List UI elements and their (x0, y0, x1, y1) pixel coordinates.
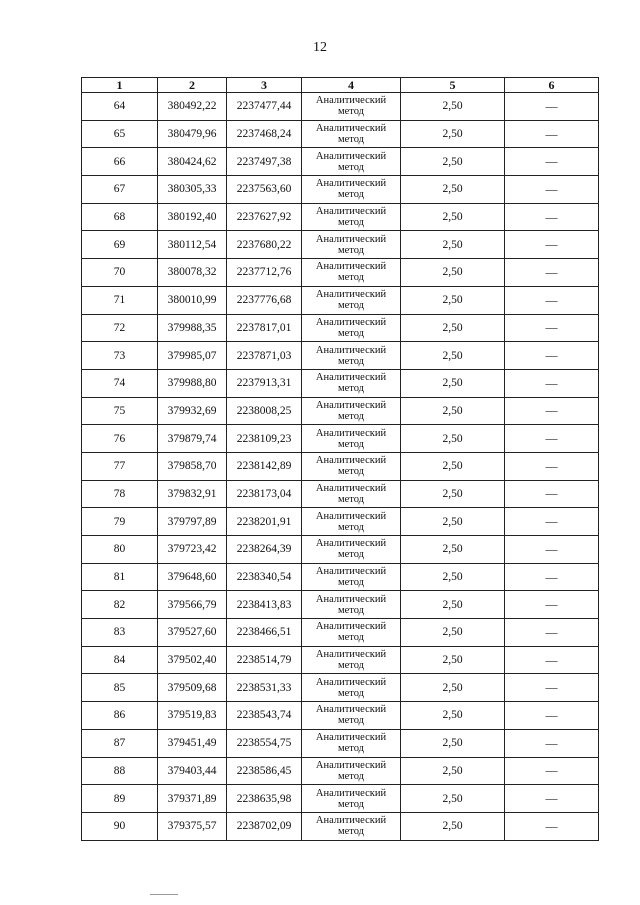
coordinates-table (81, 77, 599, 841)
accuracy-cell: 2,50 (401, 508, 505, 536)
table-row (82, 674, 599, 702)
note-cell: — (505, 508, 599, 536)
y-coordinate-cell: 2237817,01 (227, 314, 302, 342)
x-coordinate-cell: 380479,96 (158, 120, 227, 148)
point-number-cell: 81 (82, 563, 158, 591)
method-cell (302, 757, 401, 785)
y-coordinate-cell: 2238340,54 (227, 563, 302, 591)
point-number-cell: 84 (82, 646, 158, 674)
accuracy-cell: 2,50 (401, 619, 505, 647)
column-header-4: 4 (302, 78, 401, 93)
point-number-cell: 74 (82, 369, 158, 397)
method-cell (302, 425, 401, 453)
x-coordinate-cell: 379832,91 (158, 480, 227, 508)
page-number: 12 (313, 40, 327, 55)
method-line-2: метод (337, 826, 365, 838)
y-coordinate-cell: 2238264,39 (227, 536, 302, 564)
method-line-2: метод (337, 189, 365, 201)
note-cell: — (505, 729, 599, 757)
note-cell: — (505, 120, 599, 148)
table-row (82, 314, 599, 342)
point-number-cell: 68 (82, 203, 158, 231)
x-coordinate-cell: 379371,89 (158, 785, 227, 813)
y-coordinate-cell: 2238702,09 (227, 812, 302, 840)
accuracy-cell: 2,50 (401, 536, 505, 564)
method-line-1: Аналитический (315, 815, 387, 827)
note-cell: — (505, 369, 599, 397)
method-cell (302, 176, 401, 204)
x-coordinate-cell: 380424,62 (158, 148, 227, 176)
point-number-cell: 69 (82, 231, 158, 259)
y-coordinate-cell: 2237477,44 (227, 93, 302, 121)
note-cell: — (505, 536, 599, 564)
y-coordinate-cell: 2238142,89 (227, 452, 302, 480)
method-line-2: метод (337, 632, 365, 644)
method-line-2: метод (337, 604, 365, 616)
y-coordinate-cell: 2237680,22 (227, 231, 302, 259)
method-line-1: Аналитический (315, 649, 387, 661)
method-line-1: Аналитический (315, 593, 387, 605)
point-number-cell: 66 (82, 148, 158, 176)
x-coordinate-cell: 379403,44 (158, 757, 227, 785)
table-row (82, 508, 599, 536)
accuracy-cell: 2,50 (401, 425, 505, 453)
method-line-1: Аналитический (315, 510, 387, 522)
y-coordinate-cell: 2238543,74 (227, 702, 302, 730)
accuracy-cell: 2,50 (401, 342, 505, 370)
point-number-cell: 86 (82, 702, 158, 730)
y-coordinate-cell: 2237712,76 (227, 259, 302, 287)
x-coordinate-cell: 380010,99 (158, 286, 227, 314)
y-coordinate-cell: 2237627,92 (227, 203, 302, 231)
point-number-cell: 77 (82, 452, 158, 480)
table-row (82, 591, 599, 619)
method-line-2: метод (337, 272, 365, 284)
accuracy-cell: 2,50 (401, 286, 505, 314)
point-number-cell: 88 (82, 757, 158, 785)
method-line-2: метод (337, 410, 365, 422)
method-cell (302, 203, 401, 231)
method-cell (302, 619, 401, 647)
accuracy-cell: 2,50 (401, 729, 505, 757)
y-coordinate-cell: 2238586,45 (227, 757, 302, 785)
x-coordinate-cell: 379375,57 (158, 812, 227, 840)
note-cell: — (505, 93, 599, 121)
y-coordinate-cell: 2238413,83 (227, 591, 302, 619)
method-line-2: метод (337, 217, 365, 229)
note-cell: — (505, 425, 599, 453)
x-coordinate-cell: 379985,07 (158, 342, 227, 370)
method-line-1: Аналитический (315, 676, 387, 688)
method-line-1: Аналитический (315, 95, 387, 107)
method-cell (302, 812, 401, 840)
x-coordinate-cell: 379932,69 (158, 397, 227, 425)
table-row (82, 729, 599, 757)
method-line-1: Аналитический (315, 399, 387, 411)
point-number-cell: 72 (82, 314, 158, 342)
table-body (82, 93, 599, 841)
table-row (82, 259, 599, 287)
header-row (82, 78, 599, 93)
y-coordinate-cell: 2237913,31 (227, 369, 302, 397)
method-line-2: метод (337, 549, 365, 561)
x-coordinate-cell: 379988,80 (158, 369, 227, 397)
table-row (82, 203, 599, 231)
accuracy-cell: 2,50 (401, 93, 505, 121)
method-cell (302, 93, 401, 121)
x-coordinate-cell: 379451,49 (158, 729, 227, 757)
method-cell (302, 397, 401, 425)
table-row (82, 120, 599, 148)
method-line-2: метод (337, 743, 365, 755)
note-cell: — (505, 563, 599, 591)
accuracy-cell: 2,50 (401, 369, 505, 397)
note-cell: — (505, 203, 599, 231)
y-coordinate-cell: 2238109,23 (227, 425, 302, 453)
accuracy-cell: 2,50 (401, 314, 505, 342)
accuracy-cell: 2,50 (401, 480, 505, 508)
method-cell (302, 369, 401, 397)
method-line-2: метод (337, 106, 365, 118)
method-line-1: Аналитический (315, 316, 387, 328)
x-coordinate-cell: 380305,33 (158, 176, 227, 204)
table-row (82, 231, 599, 259)
method-line-1: Аналитический (315, 704, 387, 716)
method-line-1: Аналитический (315, 178, 387, 190)
accuracy-cell: 2,50 (401, 452, 505, 480)
y-coordinate-cell: 2238531,33 (227, 674, 302, 702)
point-number-cell: 75 (82, 397, 158, 425)
note-cell: — (505, 646, 599, 674)
point-number-cell: 79 (82, 508, 158, 536)
y-coordinate-cell: 2237468,24 (227, 120, 302, 148)
column-header-3: 3 (227, 78, 302, 93)
method-cell (302, 536, 401, 564)
method-line-1: Аналитический (315, 150, 387, 162)
method-cell (302, 452, 401, 480)
note-cell: — (505, 702, 599, 730)
accuracy-cell: 2,50 (401, 259, 505, 287)
x-coordinate-cell: 380192,40 (158, 203, 227, 231)
method-line-1: Аналитический (315, 123, 387, 135)
table-row (82, 702, 599, 730)
note-cell: — (505, 148, 599, 176)
x-coordinate-cell: 379527,60 (158, 619, 227, 647)
accuracy-cell: 2,50 (401, 674, 505, 702)
x-coordinate-cell: 380492,22 (158, 93, 227, 121)
method-line-1: Аналитический (315, 289, 387, 301)
x-coordinate-cell: 380078,32 (158, 259, 227, 287)
accuracy-cell: 2,50 (401, 397, 505, 425)
table-row (82, 757, 599, 785)
method-line-1: Аналитический (315, 787, 387, 799)
note-cell: — (505, 259, 599, 287)
note-cell: — (505, 231, 599, 259)
method-cell (302, 231, 401, 259)
method-line-2: метод (337, 355, 365, 367)
column-header-5: 5 (401, 78, 505, 93)
method-line-2: метод (337, 770, 365, 782)
accuracy-cell: 2,50 (401, 785, 505, 813)
method-line-2: метод (337, 660, 365, 672)
method-line-1: Аналитический (315, 732, 387, 744)
y-coordinate-cell: 2237776,68 (227, 286, 302, 314)
y-coordinate-cell: 2237497,38 (227, 148, 302, 176)
point-number-cell: 89 (82, 785, 158, 813)
method-line-2: метод (337, 438, 365, 450)
table-row (82, 342, 599, 370)
y-coordinate-cell: 2238466,51 (227, 619, 302, 647)
method-line-1: Аналитический (315, 261, 387, 273)
column-header-2: 2 (158, 78, 227, 93)
method-cell (302, 480, 401, 508)
note-cell: — (505, 619, 599, 647)
column-header-1: 1 (82, 78, 158, 93)
table-row (82, 536, 599, 564)
x-coordinate-cell: 379566,79 (158, 591, 227, 619)
point-number-cell: 71 (82, 286, 158, 314)
method-cell (302, 148, 401, 176)
table-row (82, 148, 599, 176)
method-line-1: Аналитический (315, 344, 387, 356)
point-number-cell: 65 (82, 120, 158, 148)
note-cell: — (505, 452, 599, 480)
method-line-2: метод (337, 687, 365, 699)
method-line-1: Аналитический (315, 427, 387, 439)
method-cell (302, 702, 401, 730)
accuracy-cell: 2,50 (401, 148, 505, 176)
note-cell: — (505, 757, 599, 785)
column-header-6: 6 (505, 78, 599, 93)
table-row (82, 785, 599, 813)
table-row (82, 286, 599, 314)
method-line-2: метод (337, 383, 365, 395)
note-cell: — (505, 342, 599, 370)
table-row (82, 480, 599, 508)
x-coordinate-cell: 379648,60 (158, 563, 227, 591)
x-coordinate-cell: 379858,70 (158, 452, 227, 480)
y-coordinate-cell: 2237563,60 (227, 176, 302, 204)
note-cell: — (505, 812, 599, 840)
method-line-1: Аналитический (315, 621, 387, 633)
point-number-cell: 82 (82, 591, 158, 619)
method-cell (302, 674, 401, 702)
method-line-2: метод (337, 715, 365, 727)
accuracy-cell: 2,50 (401, 757, 505, 785)
method-cell (302, 591, 401, 619)
x-coordinate-cell: 379797,89 (158, 508, 227, 536)
point-number-cell: 83 (82, 619, 158, 647)
method-line-2: метод (337, 300, 365, 312)
point-number-cell: 85 (82, 674, 158, 702)
accuracy-cell: 2,50 (401, 646, 505, 674)
note-cell: — (505, 314, 599, 342)
method-cell (302, 259, 401, 287)
point-number-cell: 70 (82, 259, 158, 287)
note-cell: — (505, 480, 599, 508)
method-cell (302, 342, 401, 370)
table-row (82, 93, 599, 121)
accuracy-cell: 2,50 (401, 176, 505, 204)
note-cell: — (505, 674, 599, 702)
point-number-cell: 78 (82, 480, 158, 508)
accuracy-cell: 2,50 (401, 702, 505, 730)
point-number-cell: 76 (82, 425, 158, 453)
x-coordinate-cell: 380112,54 (158, 231, 227, 259)
method-line-2: метод (337, 161, 365, 173)
y-coordinate-cell: 2238514,79 (227, 646, 302, 674)
table-row (82, 646, 599, 674)
y-coordinate-cell: 2237871,03 (227, 342, 302, 370)
method-line-1: Аналитический (315, 482, 387, 494)
y-coordinate-cell: 2238635,98 (227, 785, 302, 813)
note-cell: — (505, 591, 599, 619)
method-line-1: Аналитический (315, 566, 387, 578)
method-line-2: метод (337, 134, 365, 146)
method-cell (302, 785, 401, 813)
method-cell (302, 729, 401, 757)
method-line-1: Аналитический (315, 206, 387, 218)
point-number-cell: 90 (82, 812, 158, 840)
method-line-1: Аналитический (315, 538, 387, 550)
y-coordinate-cell: 2238554,75 (227, 729, 302, 757)
y-coordinate-cell: 2238008,25 (227, 397, 302, 425)
x-coordinate-cell: 379509,68 (158, 674, 227, 702)
method-line-1: Аналитический (315, 372, 387, 384)
footer-line (150, 894, 178, 895)
y-coordinate-cell: 2238173,04 (227, 480, 302, 508)
y-coordinate-cell: 2238201,91 (227, 508, 302, 536)
point-number-cell: 87 (82, 729, 158, 757)
table-row (82, 176, 599, 204)
point-number-cell: 73 (82, 342, 158, 370)
table-row (82, 812, 599, 840)
method-cell (302, 120, 401, 148)
table-row (82, 369, 599, 397)
x-coordinate-cell: 379519,83 (158, 702, 227, 730)
x-coordinate-cell: 379723,42 (158, 536, 227, 564)
accuracy-cell: 2,50 (401, 591, 505, 619)
method-line-1: Аналитический (315, 455, 387, 467)
note-cell: — (505, 785, 599, 813)
accuracy-cell: 2,50 (401, 563, 505, 591)
x-coordinate-cell: 379502,40 (158, 646, 227, 674)
method-line-2: метод (337, 466, 365, 478)
table-row (82, 425, 599, 453)
x-coordinate-cell: 379879,74 (158, 425, 227, 453)
method-cell (302, 508, 401, 536)
method-line-2: метод (337, 521, 365, 533)
method-line-2: метод (337, 798, 365, 810)
point-number-cell: 67 (82, 176, 158, 204)
method-cell (302, 646, 401, 674)
accuracy-cell: 2,50 (401, 231, 505, 259)
accuracy-cell: 2,50 (401, 203, 505, 231)
note-cell: — (505, 176, 599, 204)
table-row (82, 397, 599, 425)
table-row (82, 452, 599, 480)
note-cell: — (505, 397, 599, 425)
method-line-1: Аналитический (315, 233, 387, 245)
accuracy-cell: 2,50 (401, 120, 505, 148)
table-row (82, 619, 599, 647)
point-number-cell: 80 (82, 536, 158, 564)
note-cell: — (505, 286, 599, 314)
method-line-2: метод (337, 244, 365, 256)
method-cell (302, 286, 401, 314)
method-cell (302, 314, 401, 342)
method-line-2: метод (337, 577, 365, 589)
point-number-cell: 64 (82, 93, 158, 121)
x-coordinate-cell: 379988,35 (158, 314, 227, 342)
method-line-2: метод (337, 327, 365, 339)
accuracy-cell: 2,50 (401, 812, 505, 840)
method-cell (302, 563, 401, 591)
method-line-1: Аналитический (315, 759, 387, 771)
table-row (82, 563, 599, 591)
method-line-2: метод (337, 493, 365, 505)
